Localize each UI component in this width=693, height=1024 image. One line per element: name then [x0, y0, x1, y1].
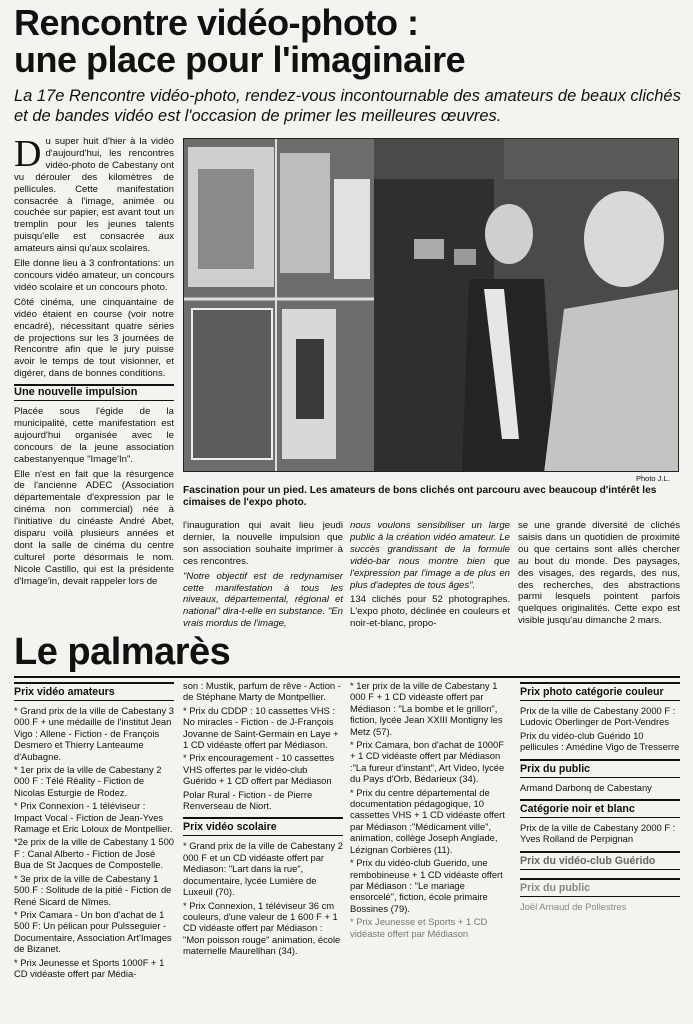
prize-entry: Prix du vidéo-club Guérido 10 pellicules : Amédine Vigo de Tresserre	[520, 729, 680, 753]
headline-line-1: Rencontre vidéo-photo :	[14, 2, 419, 43]
prize-heading-amateurs: Prix vidéo amateurs	[14, 682, 174, 701]
headline-line-2: une place pour l'imaginaire	[14, 39, 466, 80]
prize-entry: Armand Darbonq de Cabestany	[520, 781, 652, 793]
prize-heading-public: Prix du public	[520, 759, 680, 778]
prize-entry: * 3e prix de la ville de Cabestany 1 500 F : Solitude de la pitié - Fiction de René Sicard de Nîmes.	[14, 872, 172, 907]
palmares-column-4	[520, 680, 680, 914]
prize-entry: * Prix du centre départemental de documentation pédagogique, 10 cassettes VHS + 1 CD vidéaste offert par Médiason :"Médicament ville", animation, collège Joseph Anglade, Lézignan Corbières (11).	[350, 786, 505, 855]
prize-entry: son : Mustik, parfum de rêve - Action - de Stéphane Marty de Montpellier.	[183, 680, 341, 703]
prize-entry: Joël Arnaud de Pollestres	[520, 900, 627, 912]
exhibition-photo	[183, 138, 679, 472]
article-column-1	[14, 133, 174, 591]
palmares-column-2	[183, 680, 343, 959]
article-quote: nous voulons sensibiliser un large public à la création vidéo amateur. Le succès grandissant de la formule vidéo-bar nous montre bien que l'expression par l'image a de plus en plus d'adeptes de tous âges".	[350, 520, 510, 591]
prize-entry: * Prix Connexion, 1 téléviseur 36 cm couleurs, d'une valeur de 1 600 F + 1 CD vidéaste offert par Médiason : "Mon poisson rouge" animation, école maternelle Maurellhan (34).	[183, 899, 341, 957]
prize-heading-noir-blanc: Catégorie noir et blanc	[520, 799, 680, 818]
prize-heading-scolaire: Prix vidéo scolaire	[183, 817, 343, 836]
article-paragraph: l'inauguration qui avait lieu jeudi dernier, la nouvelle impulsion que son association souhaite imprimer à ces rencontres.	[183, 520, 343, 567]
article-paragraph: Côté cinéma, une cinquantaine de vidéo étaient en course (voir notre encadré), nécessitant quatre séries de projections sur les 3 journées de Rencontre afin que le jury puisse avoir le temps de tout visionner, et digérer, dans de bonnes conditions.	[14, 296, 174, 380]
divider	[14, 676, 680, 678]
palmares-column-3	[350, 680, 510, 941]
prize-heading-public-2: Prix du public	[520, 878, 680, 897]
article-paragraph: Elle donne lieu à 3 confrontations: un concours vidéo amateur, un concours vidéo scolaire et un concours photo.	[14, 258, 174, 293]
article-column-4	[518, 520, 680, 630]
headline	[14, 4, 684, 78]
prize-entry: * 1er prix de la ville de Cabestany 1 000 F + 1 CD vidéaste offert par Médiason : "La bombe et le grillon", fiction, lycée Jean XXIII Montigny les Metz (57).	[350, 680, 503, 737]
prize-heading-photo-couleur: Prix photo catégorie couleur	[520, 682, 680, 701]
palmares-title: Le palmarès	[14, 631, 231, 673]
prize-entry: * Prix encouragement - 10 cassettes VHS offertes par le vidéo-club Guérido + 1 CD offert par Médiason	[183, 752, 335, 787]
article-paragraph: Placée sous l'égide de la municipalité, cette manifestation est aujourd'hui organisée avec le concours de la jeune association cabestanyenque "Image'In".	[14, 406, 174, 465]
photo-illustration	[184, 139, 679, 472]
prize-entry: Polar Rural - Fiction - de Pierre Renverseau de Niort.	[183, 788, 313, 812]
prize-entry: Prix de la ville de Cabestany 2000 F : Ludovic Oberlinger de Port-Vendres	[520, 705, 676, 728]
drop-cap: D	[14, 133, 42, 175]
prize-entry: Prix de la ville de Cabestany 2000 F : Yves Rolland de Perpignan	[520, 822, 676, 845]
prize-entry: * Grand prix de la ville de Cabestany 2 000 F et un CD vidéaste offert par Médiason: "Lart dans la rue", documentaire, lycée Lumière de Luxeuil (70).	[183, 840, 343, 898]
standfirst: La 17e Rencontre vidéo-photo, rendez-vous incontournable des amateurs de beaux clichés et de bandes vidéo est l'occasion de primer les meilleures œuvres.	[14, 87, 681, 125]
photo-caption: Fascination pour un pied. Les amateurs de bons clichés ont parcouru avec beaucoup d'intérêt les cimaises de l'expo photo.	[183, 485, 657, 508]
prize-entry: * Prix Jeunesse et Sports 1000F + 1 CD vidéaste offert par Média-	[14, 956, 165, 979]
article-quote: "Notre objectif est de redynamiser cette manifestation à tous les niveaux, départemental, régional et national" dira-t-elle en substance. "En vrais mordus de l'image,	[183, 570, 343, 630]
prize-entry: * 1er prix de la ville de Cabestany 2 000 F : Télé Réality - Fiction de Nicolas Esturgie de Rodez.	[14, 764, 162, 798]
prize-entry: * Prix Camara, bon d'achat de 1000F + 1 CD vidéaste offert par Médiason :"La fureur d'instant", Art Video, lycée du Pays d'Orb, Bédarieux (34).	[350, 739, 505, 785]
article-paragraph: se une grande diversité de clichés saisis dans un quotidien de proximité ou que certains sont allés chercher au bout du monde. Des paysages, des visages, des regards, des nus, des recherches, des abstractions parmi lesquels pointent parfois quelques originalités. Cette expo est visible jusqu'au dimanche 2 mars.	[518, 520, 680, 627]
prize-entry: * Prix Connexion - 1 téléviseur : Impact Vocal - Fiction de Jean-Yves Ramage et Eric Loloux de Montpellier.	[14, 800, 173, 835]
prize-entry: *2e prix de la ville de Cabestany 1 500 F : Canal Alberto - Fiction de José Bua de St Jacques de Compostelle.	[14, 836, 174, 871]
article-paragraph: 134 clichés pour 52 photographes. L'expo photo, déclinée en couleurs et noir-et-blanc, propo-	[350, 594, 510, 630]
prize-entry: * Prix du CDDP : 10 cassettes VHS : No miracles - Fiction - de J-François Jovanne de Saint-Germain en Laye + 1 CD vidéaste offert par Médiason.	[183, 704, 339, 751]
prize-entry: * Prix Jeunesse et Sports + 1 CD vidéaste offert par Médiason	[350, 916, 488, 939]
article-column-3	[350, 520, 510, 633]
article-paragraph: Du super huit d'hier à la vidéo d'aujourd'hui, les rencontres vidéo-photo de Cabestany ont vu dérouler des kilomètres de pellicules. Cette manifestation consacrée à l'image, animée ou couchée sur papier, est avant tout un tremplin pour les jeunes talents puisqu'elle est consacrée aux amateurs ainsi qu'aux scolaires.	[14, 133, 174, 255]
photo-credit: Photo J.L.	[636, 474, 670, 483]
article-column-2	[183, 520, 343, 633]
article-paragraph: Elle n'est en fait que la résurgence de l'ancienne ADEC (Association départementale d'expression par le cinéma non commercial) née à l'initiative du cinéaste André Abet, disparu voilà plusieurs années et dont la salle de cinéma du centre culturel porte désormais le nom. Nicole Castillo, qui est la présidente d'Image'in, devait rappeler lors de	[14, 468, 174, 587]
article-subhead: Une nouvelle impulsion	[14, 384, 174, 401]
prize-entry: * Grand prix de la ville de Cabestany 3 000 F + une médaille de l'institut Jean Vigo : Allene - Fiction - de François Desmero et Thierry Lanteaume d'Aubagne.	[14, 705, 174, 762]
prize-entry: * Prix Camara - Un bon d'achat de 1 500 F: Un pélican pour Pulsseguier - Documentaire, Association Art'Images de Bizanet.	[14, 908, 172, 955]
prize-entry: * Prix du vidéo-club Guerido, une rembobineuse + 1 CD vidéaste offert par Médiason : "Le mariage ensorcelé", fiction, école primaire Bossines (79).	[350, 857, 503, 914]
prize-heading-guerido: Prix du vidéo-club Guérido	[520, 851, 680, 870]
palmares-column-1	[14, 680, 174, 981]
